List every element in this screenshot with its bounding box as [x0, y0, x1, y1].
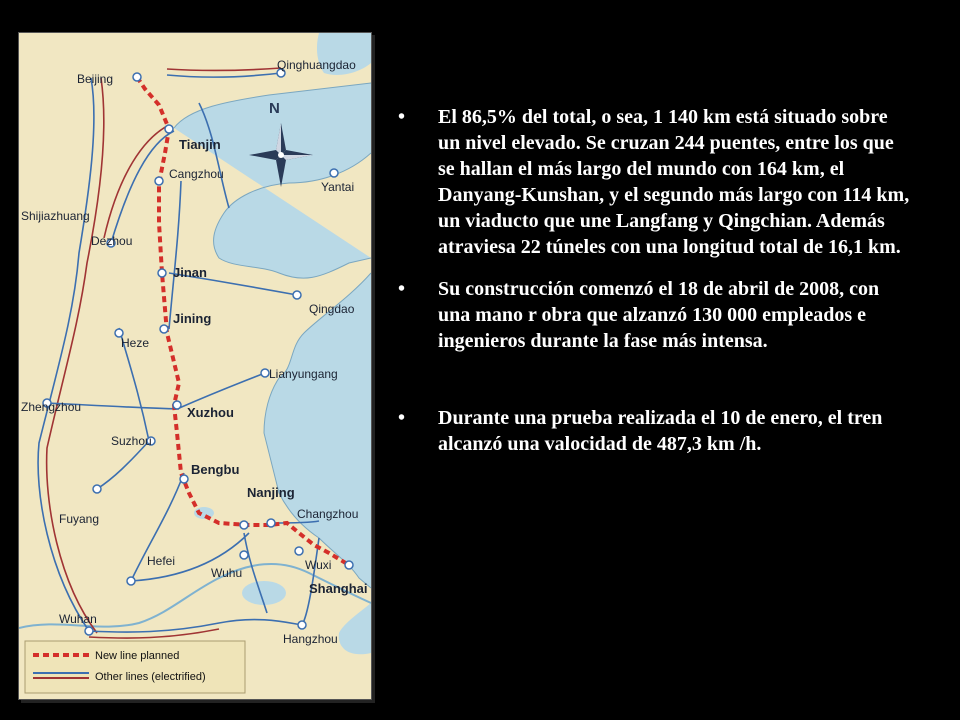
city-marker-cangzhou	[155, 177, 163, 185]
legend-label-other-lines: Other lines (electrified)	[95, 671, 206, 683]
city-label-zhengzhou: Zhengzhou	[21, 400, 82, 414]
city-marker-qingdao	[293, 291, 301, 299]
city-label-beijing: Beijing	[77, 72, 114, 86]
city-label-shanghai: Shanghai	[309, 581, 368, 596]
bullet-item	[398, 405, 913, 457]
bullet-marker: •	[398, 106, 406, 128]
city-label-qinghuangdao: Qinghuangdao	[277, 58, 356, 72]
city-label-shijiazhuang: Shijiazhuang	[21, 209, 90, 223]
city-label-lianyungang: Lianyungang	[269, 367, 338, 381]
city-label-yantai: Yantai	[321, 180, 355, 194]
legend-label-new-line: New line planned	[95, 650, 180, 662]
city-label-bengbu: Bengbu	[191, 462, 240, 477]
city-marker-nanjing	[240, 521, 248, 529]
city-marker-tianjin	[165, 125, 173, 133]
city-label-wuhu: Wuhu	[211, 566, 243, 580]
city-marker-hefei	[127, 577, 135, 585]
map-graphic	[19, 33, 371, 699]
city-label-jinan: Jinan	[173, 265, 207, 280]
city-marker-wuhu	[240, 551, 248, 559]
city-label-fuyang: Fuyang	[59, 512, 100, 526]
bullet-text: Durante una prueba realizada el 10 de enero, el tren alcanzó una valocidad de 487,3 km /h.	[438, 407, 883, 455]
city-label-qingdao: Qingdao	[309, 302, 355, 316]
city-label-changzhou: Changzhou	[297, 507, 359, 521]
city-label-hangzhou: Hangzhou	[283, 632, 338, 646]
compass-north-label: N	[269, 100, 280, 117]
city-marker-jinan	[158, 269, 166, 277]
city-label-hefei: Hefei	[147, 554, 176, 568]
city-label-suzhou: Suzhou	[111, 434, 152, 448]
city-marker-shanghai	[345, 561, 353, 569]
city-label-xuzhou: Xuzhou	[187, 405, 234, 420]
city-marker-beijing	[133, 73, 141, 81]
city-marker-jining	[160, 325, 168, 333]
city-marker-wuhan	[85, 627, 93, 635]
city-label-wuxi: Wuxi	[305, 558, 332, 572]
bullet-item	[398, 276, 913, 354]
city-label-tianjin: Tianjin	[179, 137, 221, 152]
city-label-wuhan: Wuhan	[59, 612, 97, 626]
rail-map	[18, 32, 372, 700]
city-marker-wuxi	[295, 547, 303, 555]
map-legend	[25, 641, 245, 693]
bullet-item	[398, 104, 913, 260]
city-marker-xuzhou	[173, 401, 181, 409]
bullet-text: El 86,5% del total, o sea, 1 140 km está situado sobre un nivel elevado. Se cruzan 244 puentes, entre los que se hallan el más largo del mundo con 164 km, el Danyang-Kunshan, y el segundo más largo con 114 km, un viaducto que une Langfang y Qingchian. Además atraviesa 22 túneles con una longitud total de 16,1 km.	[438, 106, 910, 258]
city-label-dezhou: Dezhou	[91, 234, 133, 248]
city-label-jining: Jining	[173, 311, 212, 326]
bullet-list	[398, 104, 913, 457]
city-marker-bengbu	[180, 475, 188, 483]
bullet-text: Su construcción comenzó el 18 de abril de 2008, con una mano r obra que alzanzó 130 000 empleados e ingenieros durante la fase más intensa.	[438, 278, 880, 352]
city-marker-fuyang	[93, 485, 101, 493]
city-marker-changzhou	[267, 519, 275, 527]
city-marker-yantai	[330, 169, 338, 177]
bullet-marker: •	[398, 407, 406, 429]
bullet-marker: •	[398, 278, 406, 300]
city-marker-lianyungang	[261, 369, 269, 377]
city-label-nanjing: Nanjing	[247, 485, 295, 500]
city-marker-hangzhou	[298, 621, 306, 629]
city-label-cangzhou: Cangzhou	[169, 167, 224, 181]
city-label-heze: Heze	[121, 336, 150, 350]
